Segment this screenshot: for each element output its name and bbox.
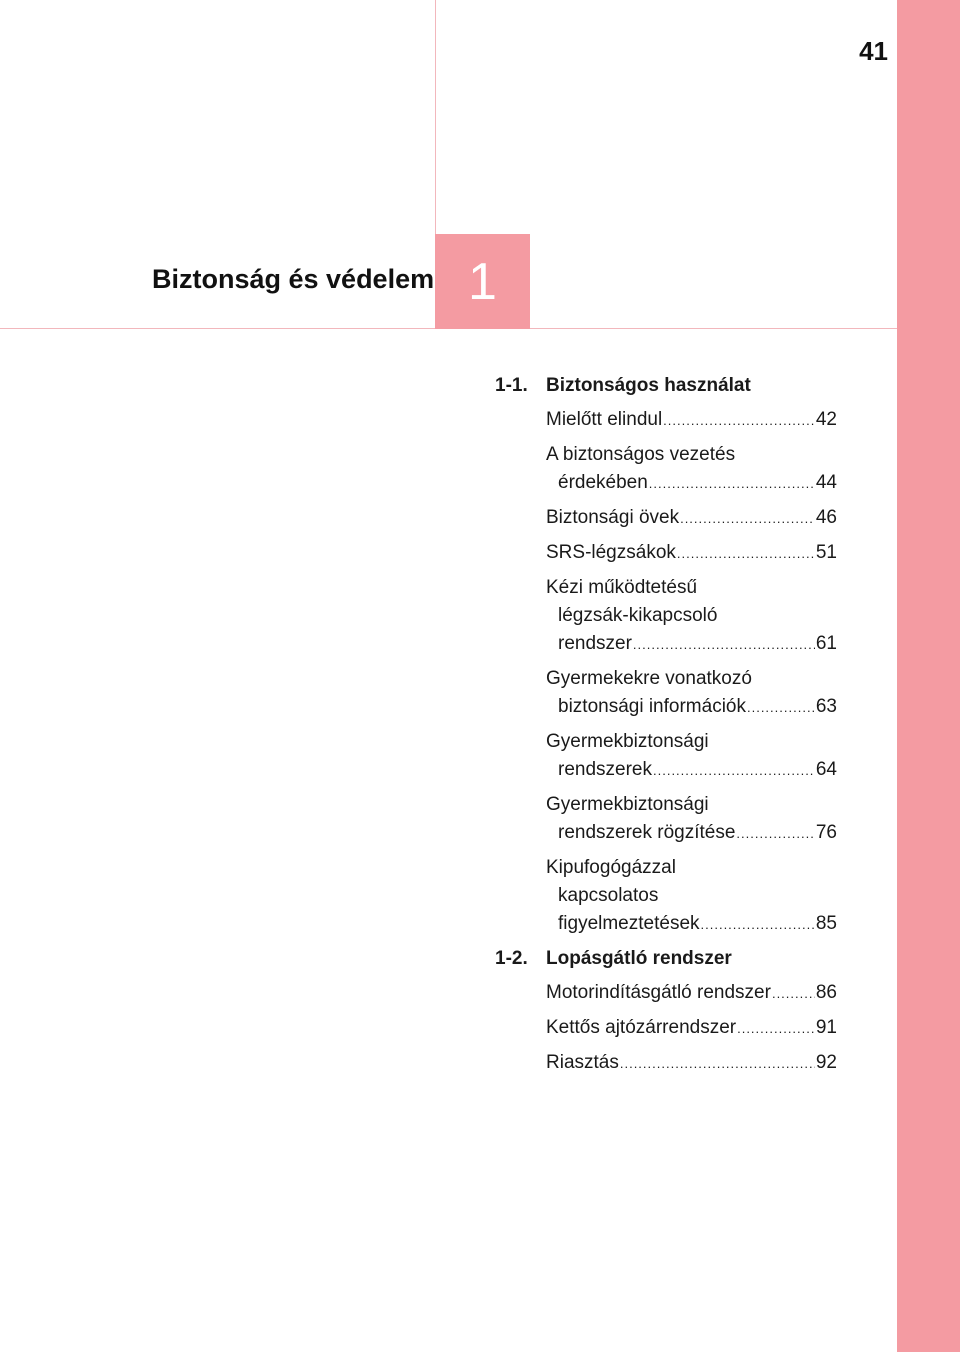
- toc-entry-label: rendszerek: [558, 759, 652, 780]
- toc-section-heading: [495, 372, 837, 400]
- toc-entry-label: Kipufogógázzal: [546, 857, 676, 878]
- toc-entry-page: 64: [815, 759, 837, 780]
- toc-entry-page: 42: [815, 409, 837, 430]
- dot-leader: [701, 911, 815, 939]
- toc-entry-label: kapcsolatos: [558, 885, 659, 906]
- toc-entry-label: Gyermekbiztonsági: [546, 731, 709, 752]
- chapter-number: 1: [468, 252, 497, 311]
- toc-entry-page: 61: [815, 633, 837, 654]
- toc-entry[interactable]: [546, 406, 837, 435]
- toc-entry-label: Kézi működtetésű: [546, 577, 698, 598]
- dot-leader: [772, 980, 815, 1008]
- toc-entry-page: 85: [815, 913, 837, 934]
- toc-entry[interactable]: [546, 854, 837, 939]
- toc-entry-label: Mielőtt elindul: [546, 409, 663, 430]
- dot-leader: [680, 505, 815, 533]
- toc-entry[interactable]: [546, 504, 837, 533]
- toc-section-heading: [495, 945, 837, 973]
- dot-leader: [736, 820, 814, 848]
- toc-entry[interactable]: [546, 539, 837, 568]
- dot-leader: [663, 407, 815, 435]
- section-number: 1-2.: [495, 948, 528, 969]
- table-of-contents: [495, 372, 837, 1084]
- toc-entry-label: Gyermekekre vonatkozó: [546, 668, 752, 689]
- toc-entry[interactable]: [546, 574, 837, 659]
- toc-entry-page: 63: [815, 696, 837, 717]
- section-title: Lopásgátló rendszer: [546, 948, 732, 969]
- toc-entry-label: rendszer: [558, 633, 632, 654]
- toc-entry-label: Motorindításgátló rendszer: [546, 982, 771, 1003]
- section-number: 1-1.: [495, 375, 528, 396]
- toc-entry[interactable]: [546, 665, 837, 722]
- toc-entry-label: Kettős ajtózárrendszer: [546, 1017, 737, 1038]
- toc-entry-label: légzsák-kikapcsoló: [558, 605, 718, 626]
- toc-entry[interactable]: [546, 728, 837, 785]
- dot-leader: [747, 694, 815, 722]
- chapter-number-box: [435, 234, 530, 329]
- toc-entry-label: A biztonságos vezetés: [546, 444, 736, 465]
- toc-entry[interactable]: [546, 441, 837, 498]
- toc-entry-label: Gyermekbiztonsági: [546, 794, 709, 815]
- toc-entry-page: 46: [815, 507, 837, 528]
- dot-leader: [737, 1015, 815, 1043]
- toc-section: [495, 372, 837, 939]
- toc-entry-label: Biztonsági övek: [546, 507, 680, 528]
- toc-entry-label: biztonsági információk: [558, 696, 746, 717]
- toc-entry-page: 92: [815, 1052, 837, 1073]
- section-title: Biztonságos használat: [546, 375, 751, 396]
- toc-entry-label: rendszerek rögzítése: [558, 822, 736, 843]
- header-divider-vertical: [435, 0, 436, 234]
- toc-entry-page: 86: [815, 982, 837, 1003]
- toc-entry-label: érdekében: [558, 472, 648, 493]
- toc-entry-label: figyelmeztetések: [558, 913, 700, 934]
- dot-leader: [677, 540, 815, 568]
- toc-entry-label: Riasztás: [546, 1052, 619, 1073]
- page-number: 41: [859, 36, 888, 66]
- dot-leader: [620, 1050, 815, 1078]
- dot-leader: [649, 470, 815, 498]
- toc-entry[interactable]: [546, 1049, 837, 1078]
- toc-entry-page: 51: [815, 542, 837, 563]
- toc-entry[interactable]: [546, 791, 837, 848]
- toc-entry[interactable]: [546, 1014, 837, 1043]
- chapter-title: Biztonság és védelem: [152, 264, 435, 294]
- toc-section: [495, 945, 837, 1078]
- toc-entry-page: 91: [815, 1017, 837, 1038]
- chapter-side-tab: [897, 0, 960, 1352]
- toc-entry-label: SRS-légzsákok: [546, 542, 676, 563]
- toc-entry-page: 76: [815, 822, 837, 843]
- toc-entry-page: 44: [815, 472, 837, 493]
- dot-leader: [653, 757, 815, 785]
- toc-entry[interactable]: [546, 979, 837, 1008]
- dot-leader: [633, 631, 815, 659]
